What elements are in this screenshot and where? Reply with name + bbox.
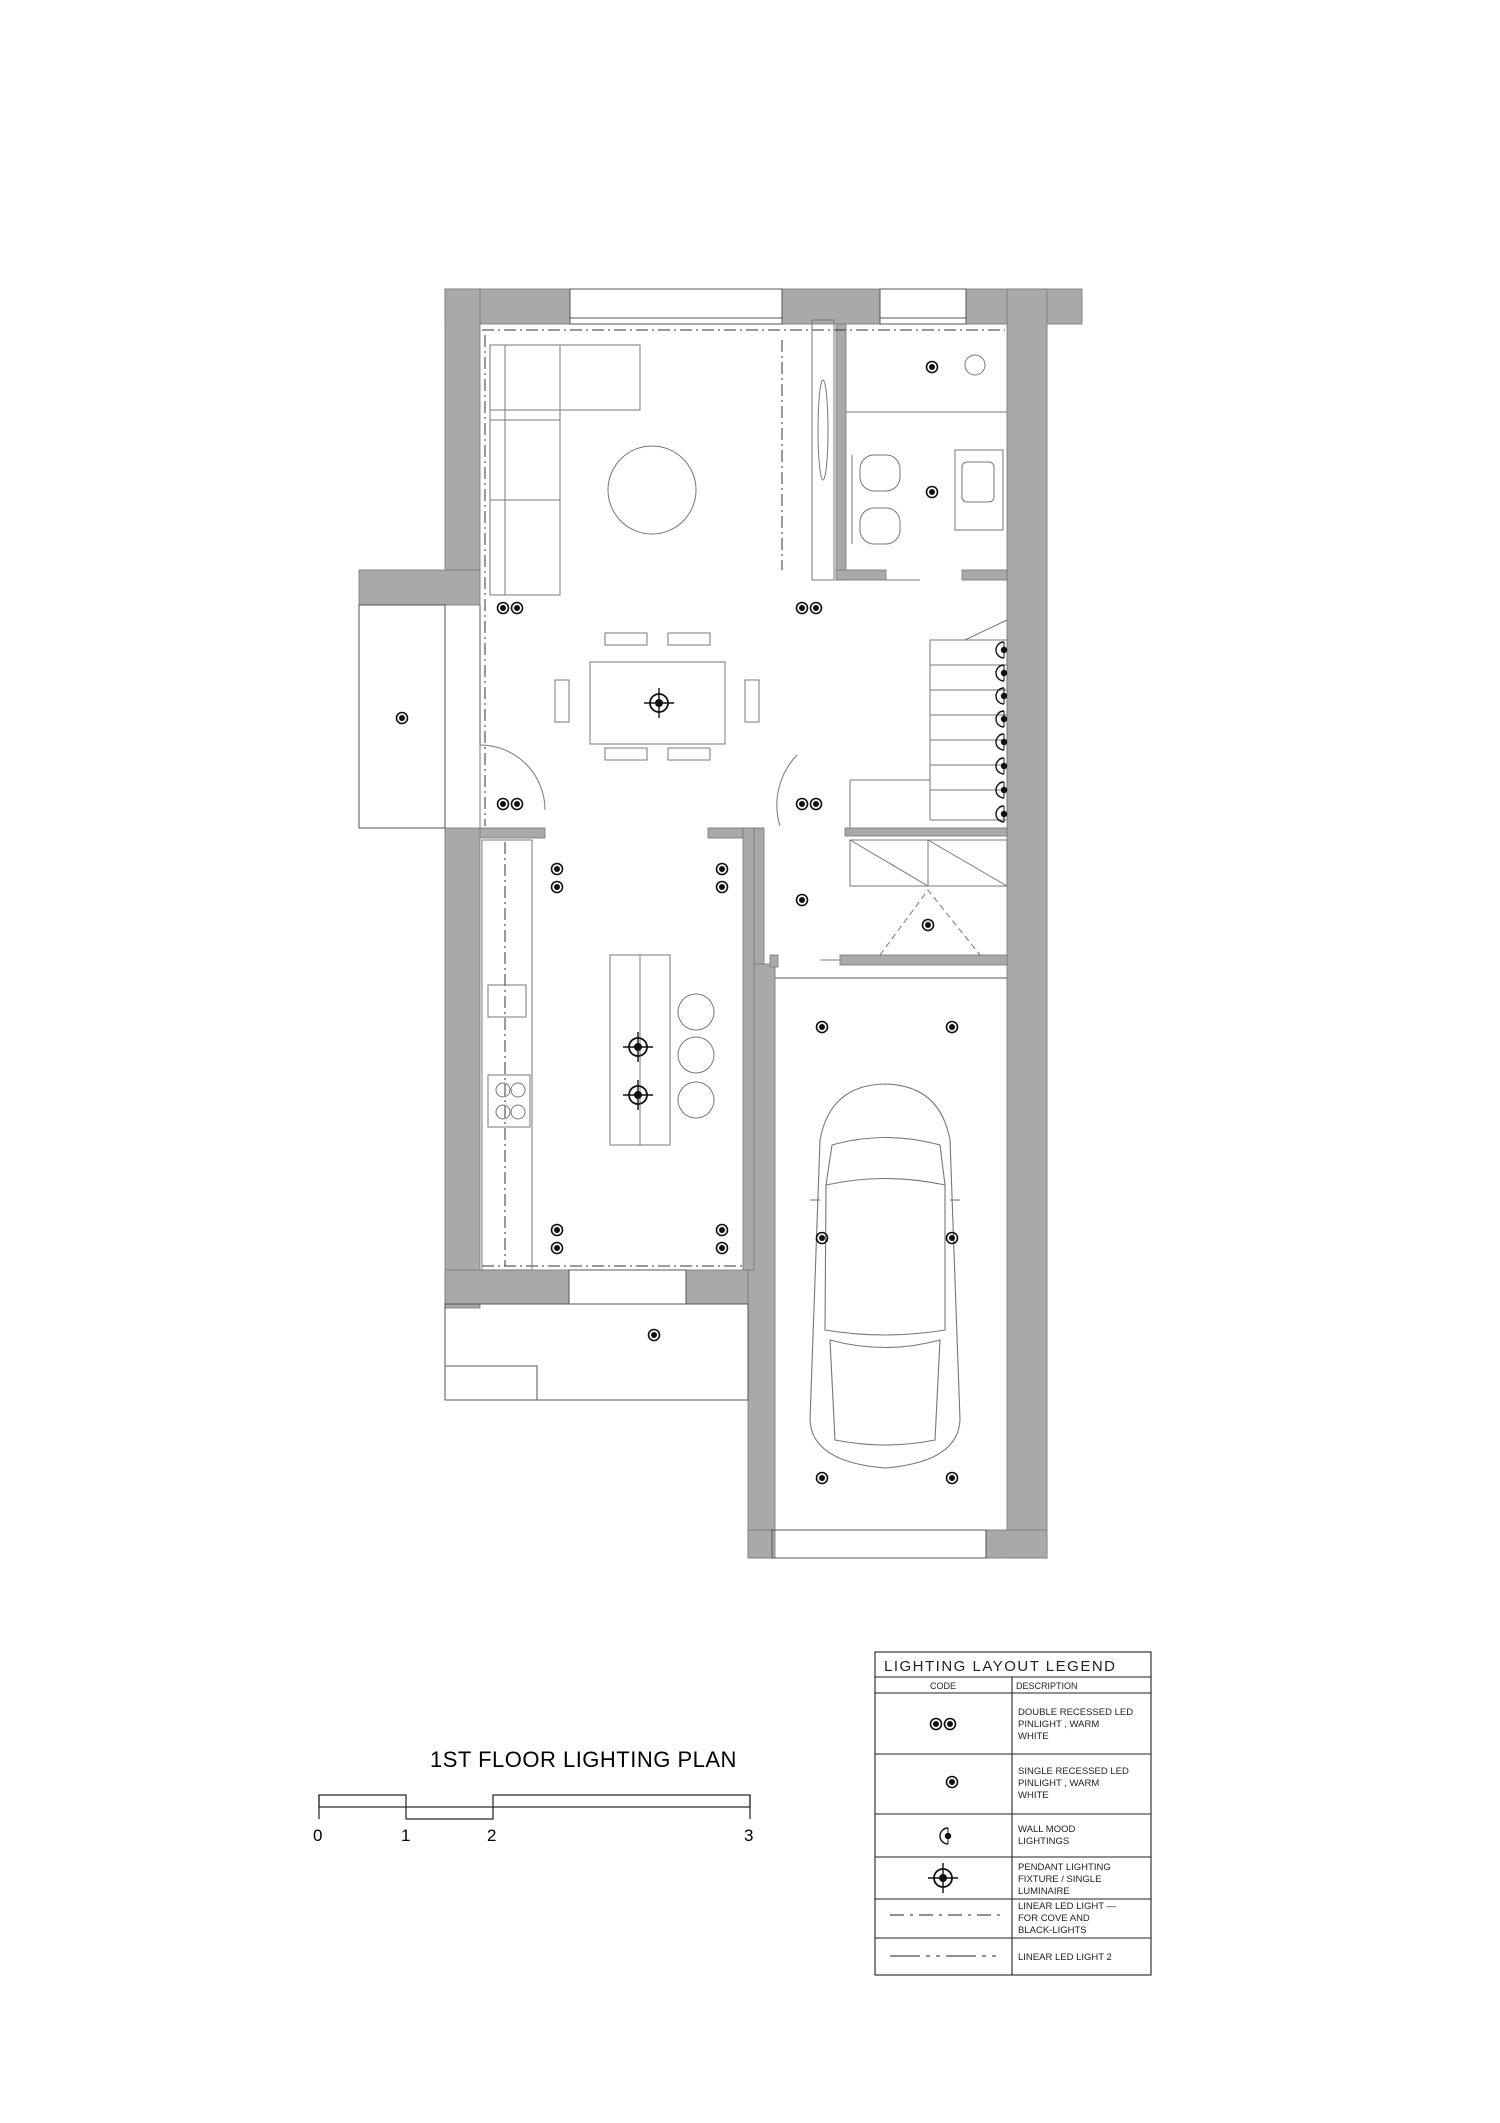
double-recessed-pinlight-icon: [797, 603, 822, 614]
single-recessed-pinlight-icon: [717, 1225, 728, 1236]
single-recessed-pinlight-icon: [817, 1022, 828, 1033]
wall-mood-light-icon: [996, 711, 1007, 727]
legend-row-3-line-2: LIGHTINGS: [1018, 1836, 1070, 1847]
single-recessed-pinlight-icon: [397, 713, 408, 724]
lighting-fixtures: [397, 362, 1008, 1484]
single-recessed-pinlight-icon: [552, 864, 563, 875]
single-recessed-pinlight-icon: [947, 1777, 958, 1788]
scale-bar: [319, 1795, 750, 1819]
pendant-light-icon: [928, 1863, 958, 1893]
legend-row-1-line-1: DOUBLE RECESSED LED: [1018, 1707, 1134, 1718]
legend-row-2-line-2: PINLIGHT , WARM: [1018, 1778, 1100, 1789]
single-recessed-pinlight-icon: [552, 1225, 563, 1236]
legend-table: [875, 1652, 1151, 1975]
single-recessed-pinlight-icon: [552, 1243, 563, 1254]
double-recessed-pinlight-icon: [498, 603, 523, 614]
single-recessed-pinlight-icon: [797, 895, 808, 906]
single-recessed-pinlight-icon: [717, 1243, 728, 1254]
walls: [359, 289, 1082, 1558]
legend-row-5-line-1: LINEAR LED LIGHT —: [1018, 1901, 1117, 1912]
single-recessed-pinlight-icon: [717, 864, 728, 875]
legend-row-4-line-3: LUMINAIRE: [1018, 1886, 1070, 1897]
legend-col-code: CODE: [929, 1681, 957, 1691]
single-recessed-pinlight-icon: [649, 1330, 660, 1341]
single-recessed-pinlight-icon: [923, 920, 934, 931]
wall-mood-light-icon: [996, 665, 1007, 681]
wall-mood-light-icon: [996, 642, 1007, 658]
legend-row-1-line-2: PINLIGHT , WARM: [1018, 1719, 1100, 1730]
pendant-light-icon: [644, 688, 674, 718]
scale-tick-1: 1: [401, 1826, 411, 1845]
single-recessed-pinlight-icon: [817, 1473, 828, 1484]
legend-row-3-line-1: WALL MOOD: [1018, 1824, 1076, 1835]
wall-mood-light-icon: [940, 1828, 951, 1844]
single-recessed-pinlight-icon: [947, 1022, 958, 1033]
legend-col-description: DESCRIPTION: [1016, 1681, 1078, 1691]
scale-tick-3: 3: [744, 1826, 754, 1845]
single-recessed-pinlight-icon: [717, 882, 728, 893]
wall-mood-light-icon: [996, 734, 1007, 750]
legend-row-5-line-2: FOR COVE AND: [1018, 1913, 1090, 1924]
legend-row-1-line-3: WHITE: [1018, 1731, 1049, 1742]
legend-row-6-line-1: LINEAR LED LIGHT 2: [1018, 1952, 1112, 1963]
car-outline: [810, 1084, 960, 1468]
double-recessed-pinlight-icon: [797, 799, 822, 810]
single-recessed-pinlight-icon: [552, 882, 563, 893]
legend-row-2-line-3: WHITE: [1018, 1790, 1049, 1801]
pendant-light-icon: [623, 1080, 653, 1110]
double-recessed-pinlight-icon: [498, 799, 523, 810]
scale-tick-2: 2: [487, 1826, 497, 1845]
legend-row-4-line-2: FIXTURE / SINGLE: [1018, 1874, 1102, 1885]
single-recessed-pinlight-icon: [927, 362, 938, 373]
single-recessed-pinlight-icon: [947, 1233, 958, 1244]
legend-row-2-line-1: SINGLE RECESSED LED: [1018, 1766, 1129, 1777]
plan-title: 1ST FLOOR LIGHTING PLAN: [430, 1747, 737, 1772]
pendant-light-icon: [623, 1032, 653, 1062]
legend-row-4-line-1: PENDANT LIGHTING: [1018, 1862, 1111, 1873]
double-recessed-pinlight-icon: [931, 1719, 956, 1730]
legend-title: LIGHTING LAYOUT LEGEND: [884, 1658, 1117, 1675]
single-recessed-pinlight-icon: [947, 1473, 958, 1484]
scale-tick-0: 0: [313, 1826, 323, 1845]
wall-mood-light-icon: [996, 758, 1007, 774]
legend-row-5-line-3: BLACK-LIGHTS: [1018, 1925, 1087, 1936]
single-recessed-pinlight-icon: [927, 487, 938, 498]
